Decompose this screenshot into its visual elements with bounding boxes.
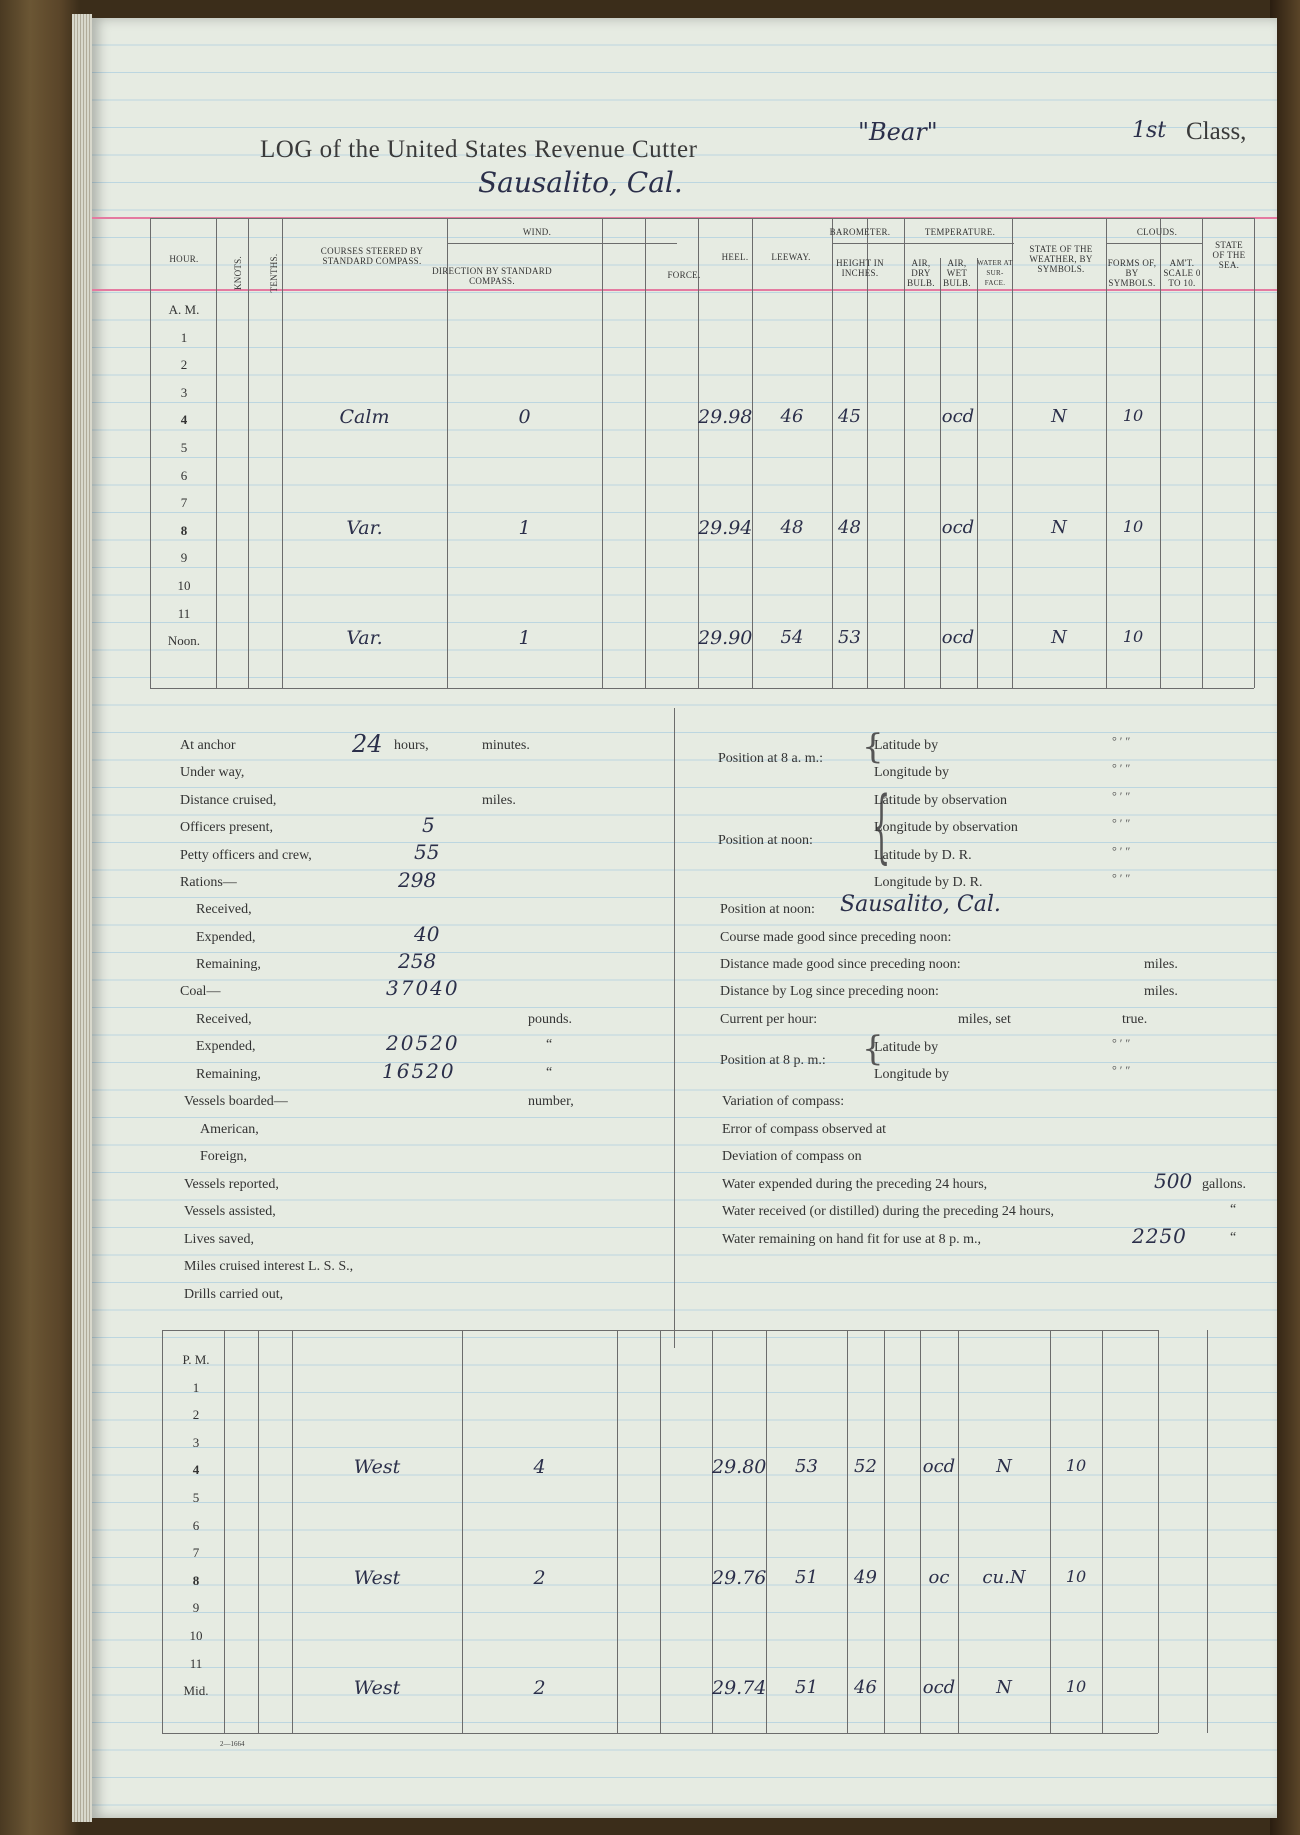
pm-vline <box>884 1330 885 1733</box>
col-air-dry: AIR, DRY BULB. <box>907 258 935 288</box>
pm-force-cell: 2 <box>533 1566 546 1589</box>
am-forms-cell: N <box>1051 627 1067 649</box>
col-leeway: LEEWAY. <box>771 252 811 262</box>
gallons-label: gallons. <box>1202 1177 1246 1192</box>
am-forms-cell: N <box>1051 406 1067 428</box>
long-8am-deg: ° ′ ″ <box>1112 761 1131 775</box>
am-hline <box>150 218 1254 219</box>
long-dr-deg: ° ′ ″ <box>1112 871 1131 885</box>
col-cloud-amount: AM'T. SCALE 0 TO 10. <box>1163 258 1201 288</box>
pm-hour-cell: 5 <box>192 1490 200 1505</box>
pm-weather-cell: oc <box>928 1566 950 1588</box>
pm-direction-cell: West <box>353 1566 401 1589</box>
pm-weather-cell: ocd <box>922 1677 956 1699</box>
coal-expended-value: 20520 <box>386 1031 460 1055</box>
am-vline <box>698 218 699 688</box>
col-weather: STATE OF THE WEATHER, BY SYMBOLS. <box>1029 244 1093 274</box>
pm-vline <box>1102 1330 1103 1733</box>
rations-label: Rations— <box>180 875 237 890</box>
pm-force-cell: 4 <box>533 1456 546 1479</box>
pm-vline <box>258 1330 259 1733</box>
col-water-surface: WATER AT SUR-FACE. <box>977 259 1013 287</box>
american-label: American, <box>200 1122 259 1137</box>
coal-expended-ditto: “ <box>546 1037 553 1052</box>
vessels-boarded-label: Vessels boarded— <box>184 1094 288 1109</box>
long-dr-label: Longitude by D. R. <box>874 875 983 890</box>
pm-forms-cell: N <box>996 1677 1012 1699</box>
pm-dry-cell: 51 <box>795 1677 818 1699</box>
col-knots: KNOTS. <box>233 255 243 291</box>
pm-vline <box>1158 1330 1159 1733</box>
brace-8pm: { <box>862 1029 884 1069</box>
col-barometer-height: HEIGHT IN INCHES. <box>836 258 884 278</box>
am-hour-cell: 11 <box>177 605 191 621</box>
pm-vline <box>617 1330 618 1733</box>
form-number: 2—1664 <box>220 1740 245 1748</box>
pos-noon2-label: Position at noon: <box>720 902 815 917</box>
am-direction-cell: Var. <box>346 516 383 539</box>
col-tenths: TENTHS. <box>269 253 279 293</box>
am-sub-vline <box>977 258 978 688</box>
am-vline <box>1160 218 1161 688</box>
am-vline <box>832 218 833 688</box>
pm-vline <box>766 1330 767 1733</box>
rations-received-label: Received, <box>196 902 252 917</box>
pm-vline <box>162 1330 163 1733</box>
coal-remaining-label: Remaining, <box>196 1067 261 1082</box>
am-hour-cell: 10 <box>177 578 191 593</box>
col-wind-force: FORCE. <box>667 270 701 280</box>
pm-amount-cell: 10 <box>1065 1456 1087 1476</box>
true-label: true. <box>1122 1012 1148 1027</box>
am-barometer-cell: 29.94 <box>698 516 753 539</box>
am-forms-cell: N <box>1051 516 1067 538</box>
rations-expended-value: 40 <box>414 922 440 946</box>
pm-vline <box>292 1330 293 1733</box>
pm-hour-cell: 4 <box>192 1462 200 1478</box>
col-wind: WIND. <box>522 227 552 237</box>
brace-noon: { <box>872 779 891 872</box>
water-remaining-label: Water remaining on hand fit for use at 8 p. m., <box>722 1232 981 1247</box>
am-hour-cell: 2 <box>180 357 188 373</box>
am-sub-hline <box>904 243 1014 244</box>
pm-barometer-cell: 29.76 <box>712 1566 767 1589</box>
am-dry-cell: 48 <box>780 516 804 538</box>
pm-dry-cell: 53 <box>795 1456 818 1478</box>
pm-hour-cell: 2 <box>192 1407 200 1423</box>
am-weather-cell: ocd <box>941 516 975 538</box>
col-cloud-forms: FORMS OF, BY SYMBOLS. <box>1107 258 1157 288</box>
officers-label: Officers present, <box>180 820 274 835</box>
am-vline <box>150 218 151 688</box>
miles-lss-label: Miles cruised interest L. S. S., <box>184 1259 354 1274</box>
pm-hour-cell: 3 <box>192 1434 200 1450</box>
pm-wet-cell: 52 <box>854 1456 877 1478</box>
coal-remaining-value: 16520 <box>382 1059 456 1083</box>
miles-label: miles. <box>482 793 516 808</box>
lat-dr-deg: ° ′ ″ <box>1112 844 1131 858</box>
pm-vline <box>958 1330 959 1733</box>
am-amount-cell: 10 <box>1122 516 1144 536</box>
pm-hour-cell: 8 <box>192 1572 200 1588</box>
col-barometer: BAROMETER. <box>829 227 891 237</box>
lat-8am-deg: ° ′ ″ <box>1112 734 1131 748</box>
lat-obs-label: Latitude by observation <box>874 793 1007 808</box>
current-label: Current per hour: <box>720 1012 818 1027</box>
am-sub-vline <box>940 258 941 688</box>
am-hour-cell: 8 <box>180 522 188 538</box>
pm-barometer-cell: 29.80 <box>712 1456 767 1479</box>
col-heel: HEEL. <box>721 252 749 262</box>
pos-noon-label: Position at noon: <box>718 833 813 848</box>
am-vline <box>447 218 448 688</box>
pos-8am-label: Position at 8 a. m.: <box>718 751 823 766</box>
pm-dry-cell: 51 <box>795 1566 818 1588</box>
long-8pm-label: Longitude by <box>874 1067 950 1082</box>
am-vline <box>216 218 217 688</box>
water-remaining-value: 2250 <box>1132 1224 1187 1248</box>
pm-hour-cell: 9 <box>192 1600 200 1616</box>
distance-cruised-label: Distance cruised, <box>180 793 277 808</box>
pm-forms-cell: N <box>996 1456 1012 1478</box>
am-vline <box>904 218 905 688</box>
distance-log-label: Distance by Log since preceding noon: <box>720 984 939 999</box>
log-page <box>92 18 1277 1818</box>
am-amount-cell: 10 <box>1122 627 1144 647</box>
pm-hour-cell: P. M. <box>182 1352 210 1367</box>
am-weather-cell: ocd <box>941 406 975 428</box>
am-sub-vline <box>1202 218 1203 688</box>
am-direction-cell: Var. <box>346 627 383 650</box>
am-hour-cell: Noon. <box>167 633 201 649</box>
foreign-label: Foreign, <box>200 1149 248 1164</box>
distance-made-miles: miles. <box>1144 957 1178 972</box>
class-label: Class, <box>1186 118 1247 145</box>
water-remaining-ditto: “ <box>1230 1230 1237 1245</box>
petty-label: Petty officers and crew, <box>180 848 312 863</box>
am-sub-hline <box>447 243 677 244</box>
col-sea: STATE OF THE SEA. <box>1212 240 1246 270</box>
officers-value: 5 <box>422 813 435 837</box>
am-hour-cell: 6 <box>180 467 188 483</box>
am-vline <box>752 218 753 688</box>
am-vline <box>645 218 646 688</box>
am-hour-cell: 4 <box>180 412 188 428</box>
under-way-label: Under way, <box>180 765 245 780</box>
pm-weather-cell: ocd <box>922 1456 956 1478</box>
vessels-reported-label: Vessels reported, <box>184 1177 279 1192</box>
col-hour: HOUR. <box>169 254 199 264</box>
am-weather-cell: ocd <box>941 627 975 649</box>
am-hour-cell: 7 <box>180 495 188 511</box>
location: Sausalito, Cal. <box>478 166 683 199</box>
summary-divider <box>674 708 675 1348</box>
class-value: 1st <box>1132 118 1167 143</box>
miles-set-label: miles, set <box>958 1012 1011 1027</box>
pm-barometer-cell: 29.74 <box>712 1677 767 1700</box>
am-vline <box>867 218 868 688</box>
drills-label: Drills carried out, <box>184 1287 284 1302</box>
am-force-cell: 1 <box>518 627 531 650</box>
am-wet-cell: 48 <box>838 516 861 538</box>
coal-remaining-ditto: “ <box>546 1065 553 1080</box>
am-vline <box>248 218 249 688</box>
page-edges <box>72 14 92 1822</box>
pm-direction-cell: West <box>353 1677 401 1700</box>
col-wind-direction: DIRECTION BY STANDARD COMPASS. <box>432 266 552 286</box>
pm-hour-cell: 7 <box>192 1545 200 1561</box>
pm-hline <box>162 1733 1158 1734</box>
pm-wet-cell: 49 <box>854 1566 877 1588</box>
water-received-label: Water received (or distilled) during the preceding 24 hours, <box>722 1204 1055 1219</box>
pos-8pm-label: Position at 8 p. m.: <box>720 1053 826 1068</box>
am-barometer-cell: 29.90 <box>698 627 753 650</box>
am-vline <box>1106 218 1107 688</box>
rations-value: 298 <box>398 868 437 892</box>
pm-vline <box>712 1330 713 1733</box>
pm-hour-cell: 6 <box>192 1517 200 1533</box>
am-wet-cell: 53 <box>838 627 861 649</box>
deviation-label: Deviation of compass on <box>722 1149 862 1164</box>
log-title: LOG of the United States Revenue Cutter <box>260 136 698 163</box>
variation-label: Variation of compass: <box>722 1094 845 1109</box>
am-vline <box>1254 218 1255 688</box>
petty-value: 55 <box>414 840 440 864</box>
water-expended-label: Water expended during the preceding 24 hours, <box>722 1177 988 1192</box>
coal-expended-label: Expended, <box>196 1039 256 1054</box>
error-label: Error of compass observed at <box>722 1122 887 1137</box>
pm-force-cell: 2 <box>533 1677 546 1700</box>
am-force-cell: 1 <box>518 516 531 539</box>
am-amount-cell: 10 <box>1122 406 1144 426</box>
am-hour-cell: A. M. <box>168 302 200 317</box>
rations-expended-label: Expended, <box>196 930 256 945</box>
am-sub-hline <box>1106 243 1202 244</box>
long-8am-label: Longitude by <box>874 765 950 780</box>
hours-label: hours, <box>394 738 429 753</box>
col-courses: COURSES STEERED BY STANDARD COMPASS. <box>320 246 424 266</box>
pm-amount-cell: 10 <box>1065 1677 1087 1697</box>
col-clouds: CLOUDS. <box>1136 227 1178 237</box>
long-obs-label: Longitude by observation <box>874 820 1018 835</box>
rations-remaining-value: 258 <box>398 949 437 973</box>
at-anchor-label: At anchor <box>180 738 236 753</box>
am-hline <box>150 688 1254 689</box>
pm-vline <box>1050 1330 1051 1733</box>
pm-forms-cell: cu.N <box>982 1566 1026 1588</box>
rations-remaining-label: Remaining, <box>196 957 261 972</box>
at-anchor-value: 24 <box>352 730 383 758</box>
pm-hour-cell: 11 <box>189 1655 203 1671</box>
pos-noon-value: Sausalito, Cal. <box>840 892 1001 917</box>
am-barometer-cell: 29.98 <box>698 406 753 429</box>
pm-hour-cell: 10 <box>189 1628 203 1643</box>
pm-wet-cell: 46 <box>854 1677 877 1699</box>
lat-8pm-deg: ° ′ ″ <box>1112 1036 1131 1050</box>
pm-hour-cell: Mid. <box>183 1683 209 1699</box>
am-direction-cell: Calm <box>339 406 390 429</box>
pm-vline <box>920 1330 921 1733</box>
am-wet-cell: 45 <box>838 406 861 428</box>
pm-sub-vline <box>1207 1330 1208 1733</box>
am-dry-cell: 54 <box>780 627 804 649</box>
lat-obs-deg: ° ′ ″ <box>1112 789 1131 803</box>
water-received-ditto: “ <box>1230 1202 1237 1217</box>
col-temperature: TEMPERATURE. <box>924 227 996 237</box>
pounds-label: pounds. <box>528 1012 572 1027</box>
pm-hline <box>162 1330 1158 1331</box>
lat-dr-label: Latitude by D. R. <box>874 848 972 863</box>
pm-hour-cell: 1 <box>192 1379 200 1395</box>
am-force-cell: 0 <box>518 406 531 429</box>
coal-label: Coal— <box>180 984 221 999</box>
am-hour-cell: 1 <box>180 329 188 345</box>
distance-made-label: Distance made good since preceding noon: <box>720 957 961 972</box>
water-expended-value: 500 <box>1154 1169 1193 1193</box>
distance-log-miles: miles. <box>1144 984 1178 999</box>
pm-vline <box>462 1330 463 1733</box>
am-hour-cell: 5 <box>180 440 188 455</box>
number-label: number, <box>528 1094 574 1109</box>
lat-8pm-label: Latitude by <box>874 1040 939 1055</box>
long-8pm-deg: ° ′ ″ <box>1112 1063 1131 1077</box>
am-vline <box>282 218 283 688</box>
course-made-label: Course made good since preceding noon: <box>720 930 952 945</box>
lat-8am-label: Latitude by <box>874 738 939 753</box>
am-hour-cell: 3 <box>180 384 188 400</box>
pm-vline <box>660 1330 661 1733</box>
coal-received-label: Received, <box>196 1012 252 1027</box>
vessel-name: "Bear" <box>858 118 938 146</box>
brace-8am: { <box>862 727 884 767</box>
col-air-wet: AIR, WET BULB. <box>943 258 971 288</box>
am-hour-cell: 9 <box>180 550 188 566</box>
am-vline <box>602 218 603 688</box>
minutes-label: minutes. <box>482 738 530 753</box>
coal-value: 37040 <box>386 976 460 1000</box>
pm-direction-cell: West <box>353 1456 401 1479</box>
pm-vline <box>847 1330 848 1733</box>
pm-amount-cell: 10 <box>1065 1566 1087 1586</box>
vessels-assisted-label: Vessels assisted, <box>184 1204 276 1219</box>
long-obs-deg: ° ′ ″ <box>1112 816 1131 830</box>
am-dry-cell: 46 <box>780 406 804 428</box>
lives-saved-label: Lives saved, <box>184 1232 254 1247</box>
am-vline <box>1012 218 1013 688</box>
